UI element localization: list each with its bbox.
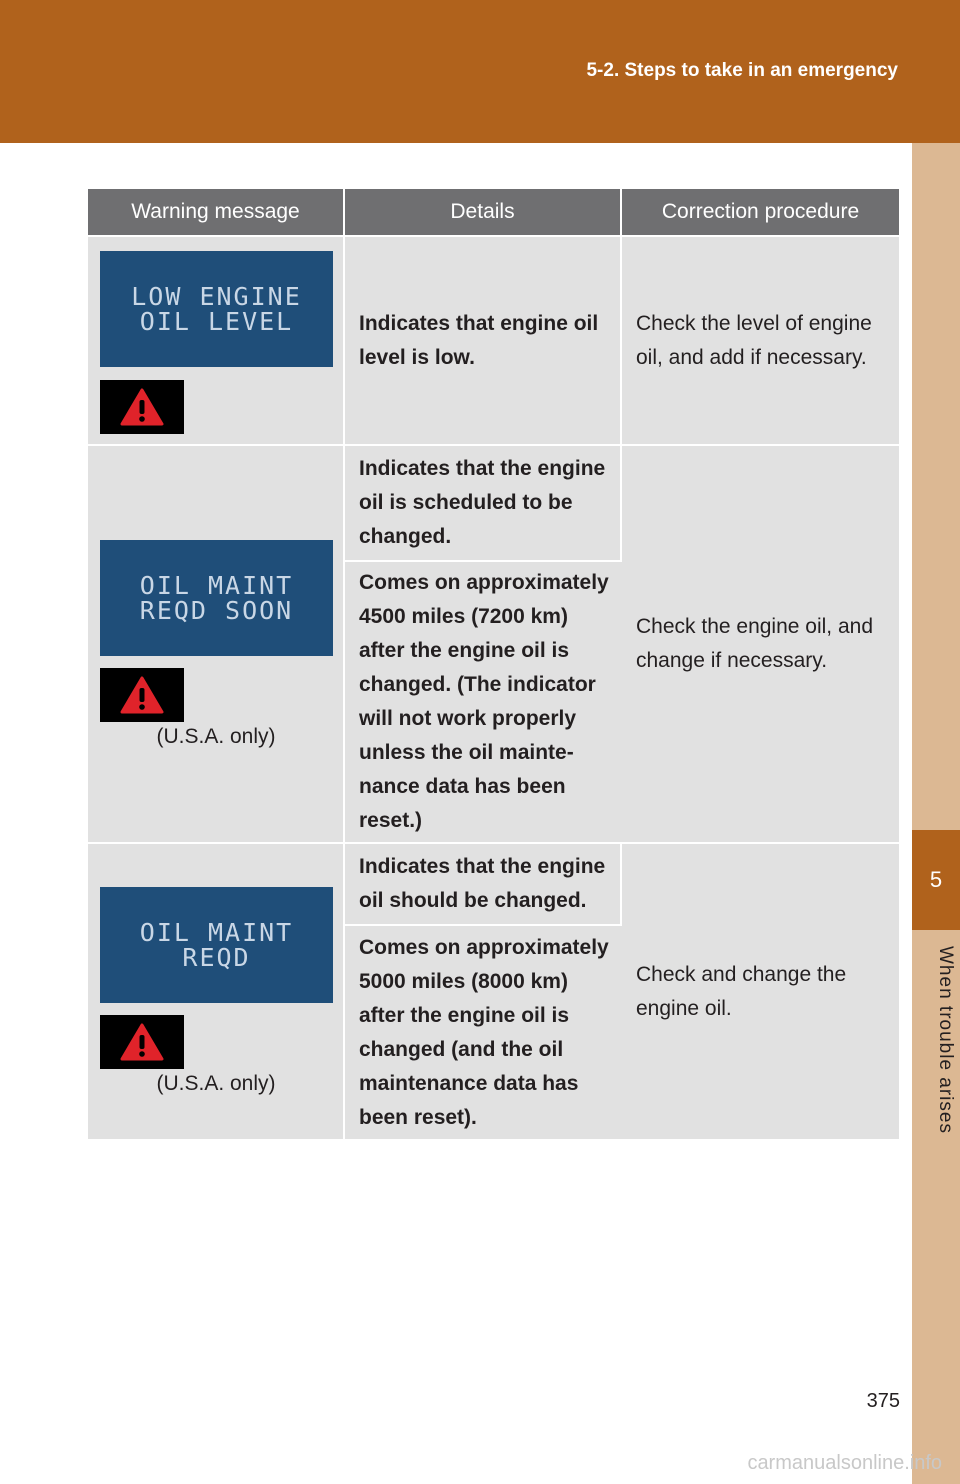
display-line: REQD: [182, 943, 251, 972]
chapter-tab[interactable]: [912, 830, 960, 930]
display-line: OIL LEVEL: [139, 307, 294, 336]
display-line: OIL MAINT: [139, 571, 294, 600]
region-note: (U.S.A. only): [156, 725, 276, 748]
table-row: [88, 843, 899, 925]
page-number: 375: [866, 1390, 900, 1412]
display-line: REQD SOON: [139, 596, 294, 625]
details-cell: Indicates that the engine oil should be changed.: [344, 843, 621, 925]
display-oil-maint-reqd-soon: [100, 540, 333, 656]
table-row: [88, 445, 899, 561]
region-note: (U.S.A. only): [156, 1072, 276, 1095]
warning-message-cell: [88, 236, 344, 445]
page-header: [0, 0, 960, 143]
section-title: 5-2. Steps to take in an emergency: [586, 60, 898, 81]
display-oil-maint-reqd: [100, 887, 333, 1003]
warning-table: [88, 189, 899, 1139]
chapter-number: 5: [929, 867, 943, 892]
side-strip: [912, 143, 960, 1484]
warning-triangle-icon: [100, 1015, 184, 1069]
correction-cell: Check the level of engine oil, and add if necessary.: [621, 236, 899, 445]
header-warning-message: Warning message: [88, 189, 344, 236]
details-cell: Indicates that engine oil level is low.: [344, 236, 621, 445]
warning-message-cell: [88, 445, 344, 843]
table-header-row: [88, 189, 899, 236]
table-row: [88, 236, 899, 445]
watermark: carmanualsonline.info: [747, 1452, 942, 1474]
header-correction-procedure: Correction procedure: [621, 189, 899, 236]
warning-message-cell: [88, 843, 344, 1139]
correction-cell: Check and change the engine oil.: [621, 843, 899, 1139]
warning-triangle-icon: [100, 668, 184, 722]
details-cell: Indicates that the engine oil is scheduled to be changed.: [344, 445, 621, 561]
details-cell: Comes on approximately 4500 miles (7200 km) after the engine oil is changed. (The indicator will not work properly unless the oil mainte-nance data has been reset.): [344, 561, 621, 843]
display-low-engine-oil-level: [100, 251, 333, 367]
header-details: Details: [344, 189, 621, 236]
details-cell: Comes on approximately 5000 miles (8000 km) after the engine oil is changed (and the oil maintenance data has been reset).: [344, 925, 621, 1139]
warning-triangle-icon: [100, 380, 184, 434]
chapter-label: When trouble arises: [935, 946, 956, 1134]
display-line: OIL MAINT: [139, 918, 294, 947]
correction-cell: Check the engine oil, and change if necessary.: [621, 445, 899, 843]
display-line: LOW ENGINE: [131, 282, 302, 311]
